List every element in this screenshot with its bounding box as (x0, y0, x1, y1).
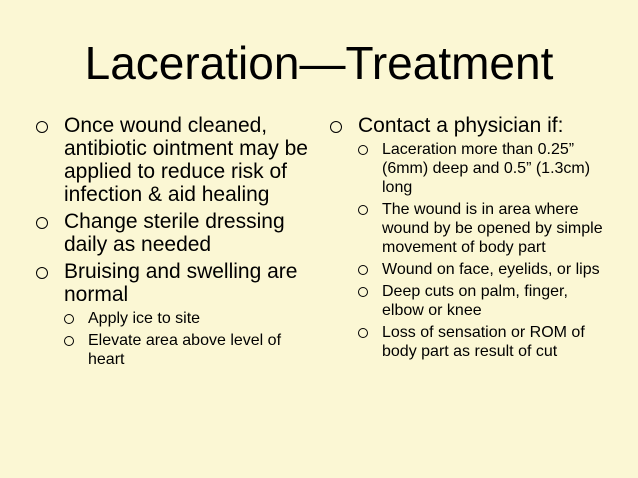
bullet-text: Change sterile dressing daily as needed (64, 210, 285, 256)
list-item (36, 114, 316, 206)
hollow-circle-bullet-icon (358, 287, 368, 297)
hollow-circle-bullet-icon (36, 267, 48, 279)
sub-bullet-list (358, 140, 610, 361)
hollow-circle-bullet-icon (36, 121, 48, 133)
right-bullet-list (330, 114, 610, 361)
sub-bullet-text: Deep cuts on palm, finger, elbow or knee (382, 283, 568, 319)
sub-bullet-text: Wound on face, eyelids, or lips (382, 261, 600, 278)
bullet-text: Once wound cleaned, antibiotic ointment may be applied to reduce risk of infection & aid healing (64, 114, 308, 206)
hollow-circle-bullet-icon (64, 314, 74, 324)
sub-bullet-text: Laceration more than 0.25” (6mm) deep and 0.5” (1.3cm) long (382, 141, 591, 196)
sub-list-item (358, 282, 610, 320)
sub-bullet-text: The wound is in area where wound by be opened by simple movement of body part (382, 201, 603, 256)
hollow-circle-bullet-icon (330, 121, 342, 133)
list-item (330, 114, 610, 361)
hollow-circle-bullet-icon (36, 217, 48, 229)
slide-title: Laceration—Treatment (84, 37, 554, 89)
hollow-circle-bullet-icon (358, 205, 368, 215)
sub-list-item (64, 309, 316, 328)
hollow-circle-bullet-icon (358, 265, 368, 275)
right-column (330, 114, 610, 365)
hollow-circle-bullet-icon (358, 145, 368, 155)
sub-bullet-text: Apply ice to site (88, 310, 201, 327)
sub-list-item (358, 323, 610, 361)
left-bullet-list (36, 114, 316, 369)
sub-bullet-list (64, 309, 316, 369)
list-item (36, 210, 316, 256)
hollow-circle-bullet-icon (358, 328, 368, 338)
sub-bullet-text: Loss of sensation or ROM of body part as result of cut (382, 324, 585, 360)
left-column (36, 114, 316, 373)
sub-bullet-text: Elevate area above level of heart (88, 332, 282, 368)
bullet-text: Contact a physician if: (358, 114, 564, 137)
sub-list-item (358, 260, 610, 279)
sub-list-item (358, 200, 610, 257)
bullet-text: Bruising and swelling are normal (64, 260, 298, 306)
sub-list-item (64, 331, 316, 369)
hollow-circle-bullet-icon (64, 336, 74, 346)
list-item (36, 260, 316, 369)
sub-list-item (358, 140, 610, 197)
